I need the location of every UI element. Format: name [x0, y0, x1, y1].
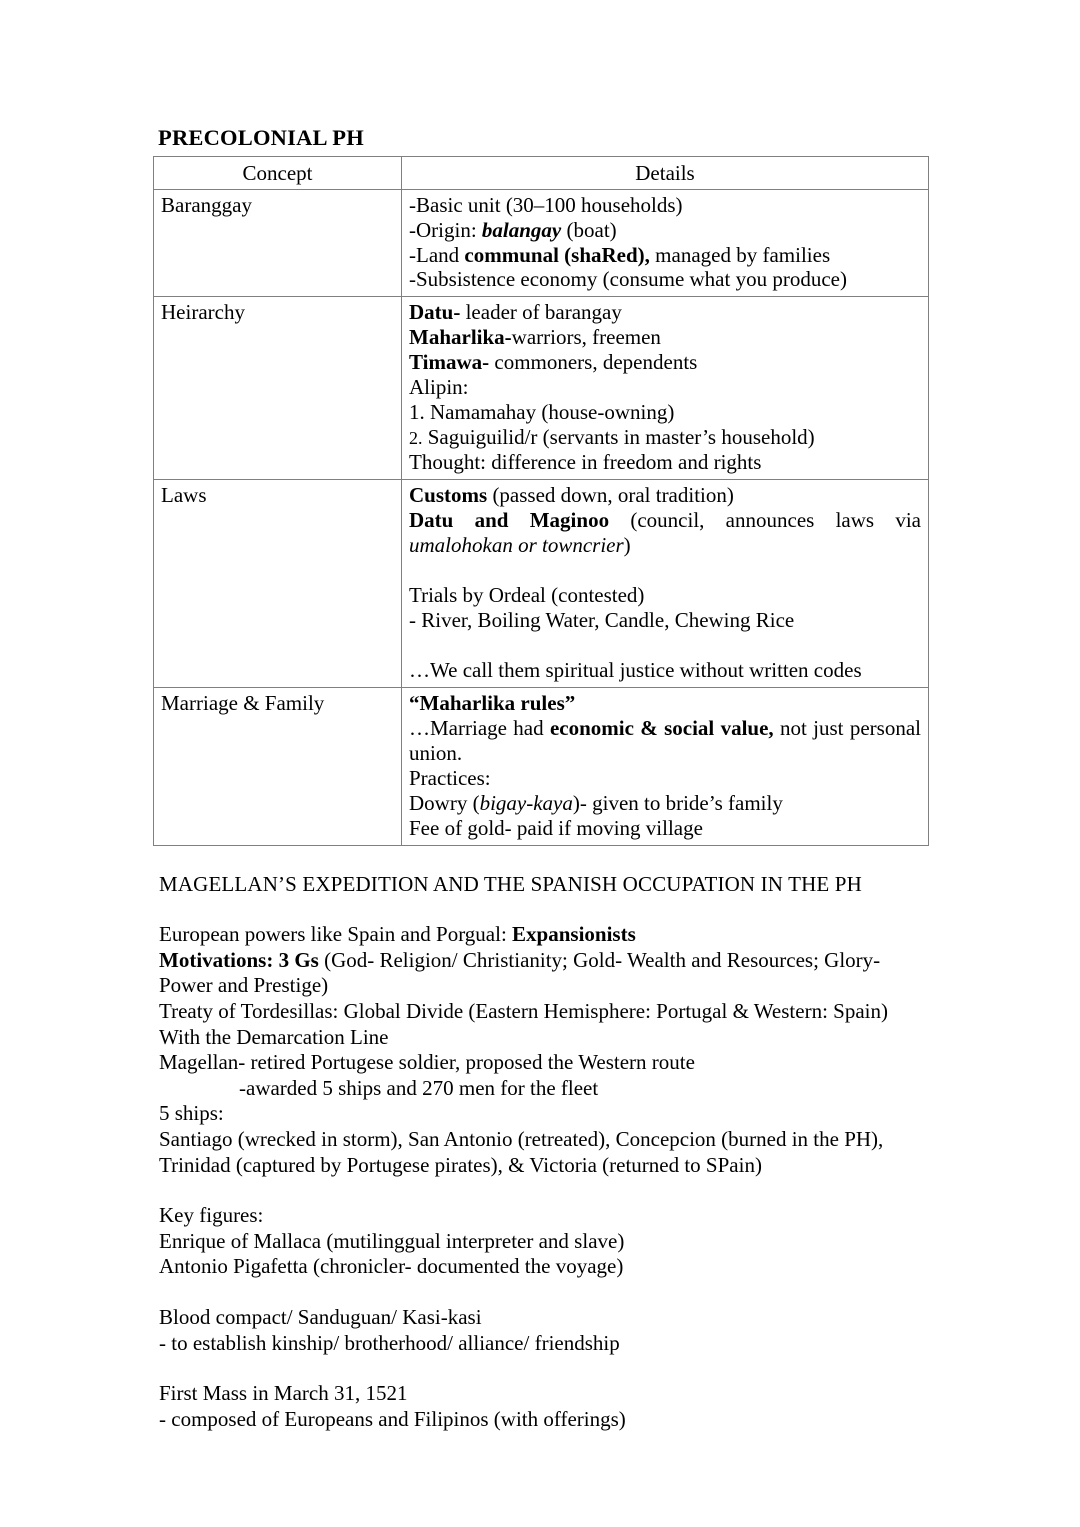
body-line: - composed of Europeans and Filipinos (with offerings): [159, 1406, 626, 1431]
cell-details: [402, 688, 929, 846]
detail-line: Maharlika-warriors, freemen: [409, 325, 661, 350]
precolonial-ph-table: [153, 156, 929, 847]
detail-line: Datu and Maginoo (council, announces laws via umalohokan or towncrier): [409, 508, 927, 558]
detail-line: 2. Saguiguilid/r (servants in master’s household): [409, 425, 815, 450]
table-row: [154, 480, 929, 688]
detail-line: Customs (passed down, oral tradition): [409, 483, 734, 508]
detail-line: 1. Namamahay (house-owning): [409, 400, 675, 425]
detail-line-blank: [409, 633, 921, 658]
detail-line: -Basic unit (30–100 households): [409, 192, 683, 217]
detail-line: Timawa- commoners, dependents: [409, 350, 698, 375]
column-header-details: Details: [402, 156, 929, 189]
body-line: -awarded 5 ships and 270 men for the fleet: [239, 1075, 599, 1100]
body-line: Key figures:: [159, 1203, 264, 1228]
body-line: Blood compact/ Sanduguan/ Kasi-kasi: [159, 1305, 482, 1330]
magellan-body-block-2: [159, 1203, 929, 1280]
section-heading-magellan: MAGELLAN’S EXPEDITION AND THE SPANISH OCCUPATION IN THE PH: [159, 872, 862, 897]
detail-line-blank: [409, 558, 921, 583]
spacer: [153, 897, 929, 922]
detail-line: Trials by Ordeal (contested): [409, 583, 645, 608]
detail-line: -Subsistence economy (consume what you produce): [409, 267, 847, 292]
table-row: [154, 297, 929, 480]
table-header-row: [154, 156, 929, 189]
table-row: [154, 688, 929, 846]
body-line: With the Demarcation Line: [159, 1024, 389, 1049]
detail-line: - River, Boiling Water, Candle, Chewing Rice: [409, 608, 795, 633]
spacer: [153, 1178, 929, 1203]
body-line: First Mass in March 31, 1521: [159, 1381, 408, 1406]
cell-details: [402, 189, 929, 297]
detail-line: …We call them spiritual justice without written codes: [409, 658, 862, 683]
table-row: [154, 189, 929, 297]
magellan-body-block-1: [159, 922, 929, 1178]
body-line: Motivations: 3 Gs (God- Religion/ Christianity; Gold- Wealth and Resources; Glory- Power and Prestige): [159, 947, 886, 998]
detail-line: …Marriage had economic & social value, not just personal union.: [409, 716, 927, 766]
cell-concept: Marriage & Family: [154, 688, 402, 846]
cell-concept: Heirarchy: [154, 297, 402, 480]
body-line: Enrique of Mallaca (mutilinggual interpreter and slave): [159, 1228, 625, 1253]
detail-line: -Land communal (shaRed), managed by families: [409, 242, 831, 267]
detail-line: Practices:: [409, 766, 491, 791]
detail-line: “Maharlika rules”: [409, 691, 576, 716]
body-line: 5 ships:: [159, 1101, 224, 1126]
document-content: [153, 125, 929, 1433]
column-header-concept: Concept: [154, 156, 402, 189]
cell-concept: Baranggay: [154, 189, 402, 297]
magellan-body-block-3: [159, 1305, 929, 1356]
cell-details: [402, 480, 929, 688]
page-title: PRECOLONIAL PH: [158, 125, 364, 150]
body-line: Magellan- retired Portugese soldier, proposed the Western route: [159, 1050, 695, 1075]
body-line: Treaty of Tordesillas: Global Divide (Eastern Hemisphere: Portugal & Western: Spain): [159, 998, 888, 1023]
detail-line: Thought: difference in freedom and rights: [409, 450, 762, 475]
body-line: Antonio Pigafetta (chronicler- documented the voyage): [159, 1254, 624, 1279]
spacer: [153, 1280, 929, 1305]
body-line: European powers like Spain and Porgual: Expansionists: [159, 922, 636, 947]
spacer: [153, 1356, 929, 1381]
body-line: - to establish kinship/ brotherhood/ alliance/ friendship: [159, 1330, 620, 1355]
detail-line: Alipin:: [409, 375, 469, 400]
cell-details: [402, 297, 929, 480]
detail-line: Dowry (bigay-kaya)- given to bride’s family: [409, 791, 783, 816]
magellan-body-block-4: [159, 1381, 929, 1432]
detail-line: Fee of gold- paid if moving village: [409, 816, 703, 841]
detail-line: -Origin: balangay (boat): [409, 217, 617, 242]
cell-concept: Laws: [154, 480, 402, 688]
body-line: Santiago (wrecked in storm), San Antonio (retreated), Concepcion (burned in the PH), Trinidad (captured by Portugese pirates), & Victoria (returned to SPain): [159, 1127, 889, 1177]
detail-line: Datu- leader of barangay: [409, 300, 622, 325]
